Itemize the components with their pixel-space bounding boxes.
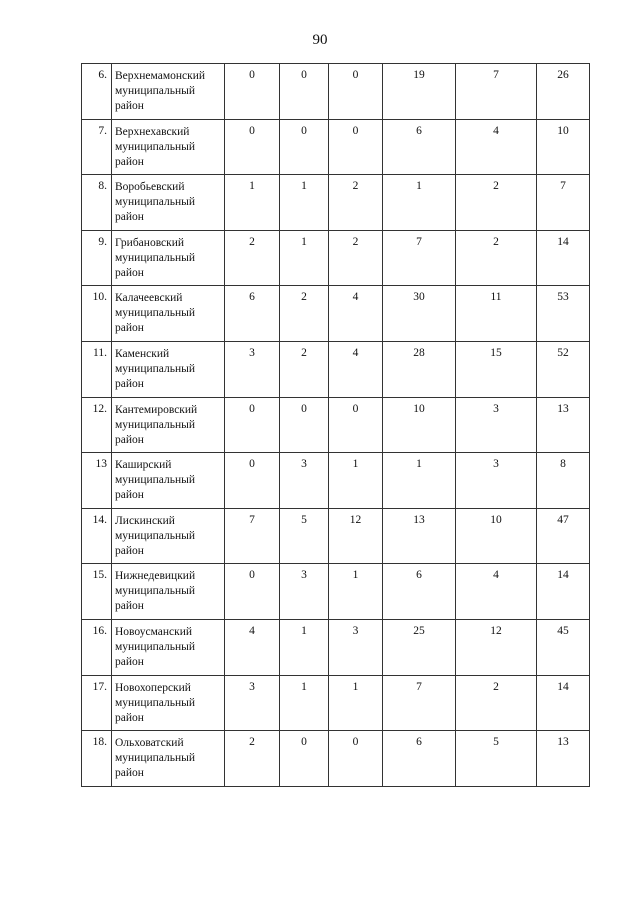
value-cell: 4 xyxy=(329,341,383,397)
value-cell: 19 xyxy=(383,64,456,120)
value-cell: 0 xyxy=(329,119,383,175)
district-name-line: Верхнехавский xyxy=(115,125,190,138)
value-cell: 6 xyxy=(383,564,456,620)
value-cell: 13 xyxy=(537,397,590,453)
district-name-line: район xyxy=(115,655,144,668)
value-cell: 0 xyxy=(225,453,280,509)
value-cell: 1 xyxy=(329,675,383,731)
district-name-line: Каширский xyxy=(115,459,172,472)
district-name-line: Ольховатский xyxy=(115,737,184,750)
table-row xyxy=(82,508,590,564)
value-cell: 7 xyxy=(537,175,590,231)
district-name-line: район xyxy=(115,600,144,613)
district-name-line: муниципальный xyxy=(115,640,196,653)
district-name-line: Новоусманский xyxy=(115,625,193,638)
table-row xyxy=(82,341,590,397)
district-name-cell xyxy=(112,619,225,675)
district-name-line: район xyxy=(115,433,144,446)
district-name-line: Кантемировский xyxy=(115,403,198,416)
district-name-line: Нижнедевицкий xyxy=(115,570,196,583)
table-row xyxy=(82,675,590,731)
value-cell: 0 xyxy=(225,564,280,620)
row-number-cell: 6. xyxy=(82,64,112,120)
district-name-cell xyxy=(112,119,225,175)
value-cell: 2 xyxy=(225,731,280,787)
district-name-line: муниципальный xyxy=(115,529,196,542)
table-row xyxy=(82,175,590,231)
value-cell: 53 xyxy=(537,286,590,342)
value-cell: 26 xyxy=(537,64,590,120)
row-number-cell: 8. xyxy=(82,175,112,231)
table-row xyxy=(82,564,590,620)
district-name-cell xyxy=(112,175,225,231)
value-cell: 14 xyxy=(537,675,590,731)
value-cell: 0 xyxy=(329,64,383,120)
district-name-line: район xyxy=(115,266,144,279)
value-cell: 4 xyxy=(456,119,537,175)
district-name-line: Калачеевский xyxy=(115,292,183,305)
value-cell: 1 xyxy=(383,453,456,509)
value-cell: 1 xyxy=(280,175,329,231)
row-number-cell: 9. xyxy=(82,230,112,286)
district-name-cell xyxy=(112,508,225,564)
row-number-cell: 15. xyxy=(82,564,112,620)
district-name-line: муниципальный xyxy=(115,85,196,97)
value-cell: 8 xyxy=(537,453,590,509)
district-name-line: Каменский xyxy=(115,347,170,360)
district-table xyxy=(81,63,590,787)
district-name-line: район xyxy=(115,322,144,335)
district-name-line: муниципальный xyxy=(115,196,196,209)
value-cell: 1 xyxy=(329,564,383,620)
district-name-line: муниципальный xyxy=(115,752,196,765)
district-name-line: Грибановский xyxy=(115,236,185,249)
value-cell: 2 xyxy=(456,175,537,231)
value-cell: 10 xyxy=(537,119,590,175)
row-number-cell: 18. xyxy=(82,731,112,787)
district-name-cell xyxy=(112,453,225,509)
district-name-line: Новохоперский xyxy=(115,681,191,694)
value-cell: 1 xyxy=(280,619,329,675)
district-name-cell xyxy=(112,341,225,397)
district-name-line: район xyxy=(115,377,144,390)
value-cell: 12 xyxy=(456,619,537,675)
value-cell: 15 xyxy=(456,341,537,397)
value-cell: 4 xyxy=(329,286,383,342)
district-name-cell xyxy=(112,230,225,286)
row-number-cell: 17. xyxy=(82,675,112,731)
value-cell: 10 xyxy=(456,508,537,564)
value-cell: 1 xyxy=(329,453,383,509)
district-name-line: Верхнемамонский xyxy=(115,70,206,82)
value-cell: 2 xyxy=(280,286,329,342)
district-name-line: район xyxy=(115,767,144,780)
district-name-line: муниципальный xyxy=(115,585,196,598)
district-name-line: район xyxy=(115,100,144,112)
value-cell: 2 xyxy=(280,341,329,397)
district-name-line: муниципальный xyxy=(115,307,196,320)
value-cell: 47 xyxy=(537,508,590,564)
row-number-cell: 14. xyxy=(82,508,112,564)
value-cell: 28 xyxy=(383,341,456,397)
value-cell: 30 xyxy=(383,286,456,342)
value-cell: 7 xyxy=(456,64,537,120)
table-body xyxy=(82,64,590,787)
value-cell: 3 xyxy=(280,453,329,509)
value-cell: 6 xyxy=(225,286,280,342)
district-name-line: муниципальный xyxy=(115,251,196,264)
value-cell: 2 xyxy=(456,230,537,286)
value-cell: 25 xyxy=(383,619,456,675)
district-name-line: муниципальный xyxy=(115,140,196,153)
district-name-cell xyxy=(112,286,225,342)
value-cell: 0 xyxy=(329,731,383,787)
value-cell: 0 xyxy=(280,119,329,175)
table-row xyxy=(82,64,590,120)
district-name-line: район xyxy=(115,711,144,724)
district-name-cell xyxy=(112,397,225,453)
district-name-line: Лискинский xyxy=(115,514,175,527)
value-cell: 1 xyxy=(383,175,456,231)
row-number-cell: 11. xyxy=(82,341,112,397)
value-cell: 0 xyxy=(280,64,329,120)
value-cell: 5 xyxy=(456,731,537,787)
district-name-line: Воробьевский xyxy=(115,181,185,194)
value-cell: 7 xyxy=(225,508,280,564)
value-cell: 5 xyxy=(280,508,329,564)
value-cell: 52 xyxy=(537,341,590,397)
district-name-cell xyxy=(112,64,225,120)
value-cell: 2 xyxy=(456,675,537,731)
value-cell: 12 xyxy=(329,508,383,564)
table-row xyxy=(82,731,590,787)
value-cell: 6 xyxy=(383,119,456,175)
value-cell: 1 xyxy=(280,675,329,731)
row-number-cell: 7. xyxy=(82,119,112,175)
district-name-line: район xyxy=(115,211,144,224)
district-name-line: район xyxy=(115,489,144,502)
value-cell: 4 xyxy=(456,564,537,620)
value-cell: 3 xyxy=(456,453,537,509)
value-cell: 3 xyxy=(329,619,383,675)
district-name-line: муниципальный xyxy=(115,696,196,709)
district-name-line: район xyxy=(115,544,144,557)
value-cell: 13 xyxy=(537,731,590,787)
value-cell: 4 xyxy=(225,619,280,675)
value-cell: 14 xyxy=(537,564,590,620)
value-cell: 0 xyxy=(225,119,280,175)
value-cell: 2 xyxy=(225,230,280,286)
page-number: 90 xyxy=(312,32,328,48)
district-name-line: муниципальный xyxy=(115,474,196,487)
row-number-cell: 16. xyxy=(82,619,112,675)
table-row xyxy=(82,230,590,286)
district-name-cell xyxy=(112,564,225,620)
table-row xyxy=(82,619,590,675)
value-cell: 0 xyxy=(225,64,280,120)
value-cell: 6 xyxy=(383,731,456,787)
table-row xyxy=(82,119,590,175)
value-cell: 0 xyxy=(329,397,383,453)
value-cell: 10 xyxy=(383,397,456,453)
value-cell: 14 xyxy=(537,230,590,286)
value-cell: 7 xyxy=(383,230,456,286)
value-cell: 0 xyxy=(225,397,280,453)
district-name-line: муниципальный xyxy=(115,362,196,375)
value-cell: 3 xyxy=(280,564,329,620)
table-row xyxy=(82,286,590,342)
value-cell: 13 xyxy=(383,508,456,564)
value-cell: 1 xyxy=(280,230,329,286)
table-row xyxy=(82,397,590,453)
district-name-line: муниципальный xyxy=(115,418,196,431)
value-cell: 3 xyxy=(456,397,537,453)
value-cell: 3 xyxy=(225,341,280,397)
district-name-cell xyxy=(112,675,225,731)
row-number-cell: 13 xyxy=(82,453,112,509)
district-name-line: район xyxy=(115,155,144,168)
value-cell: 45 xyxy=(537,619,590,675)
row-number-cell: 10. xyxy=(82,286,112,342)
table-row xyxy=(82,453,590,509)
value-cell: 0 xyxy=(280,731,329,787)
value-cell: 2 xyxy=(329,230,383,286)
district-name-cell xyxy=(112,731,225,787)
value-cell: 3 xyxy=(225,675,280,731)
value-cell: 1 xyxy=(225,175,280,231)
row-number-cell: 12. xyxy=(82,397,112,453)
value-cell: 7 xyxy=(383,675,456,731)
value-cell: 0 xyxy=(280,397,329,453)
value-cell: 2 xyxy=(329,175,383,231)
value-cell: 11 xyxy=(456,286,537,342)
